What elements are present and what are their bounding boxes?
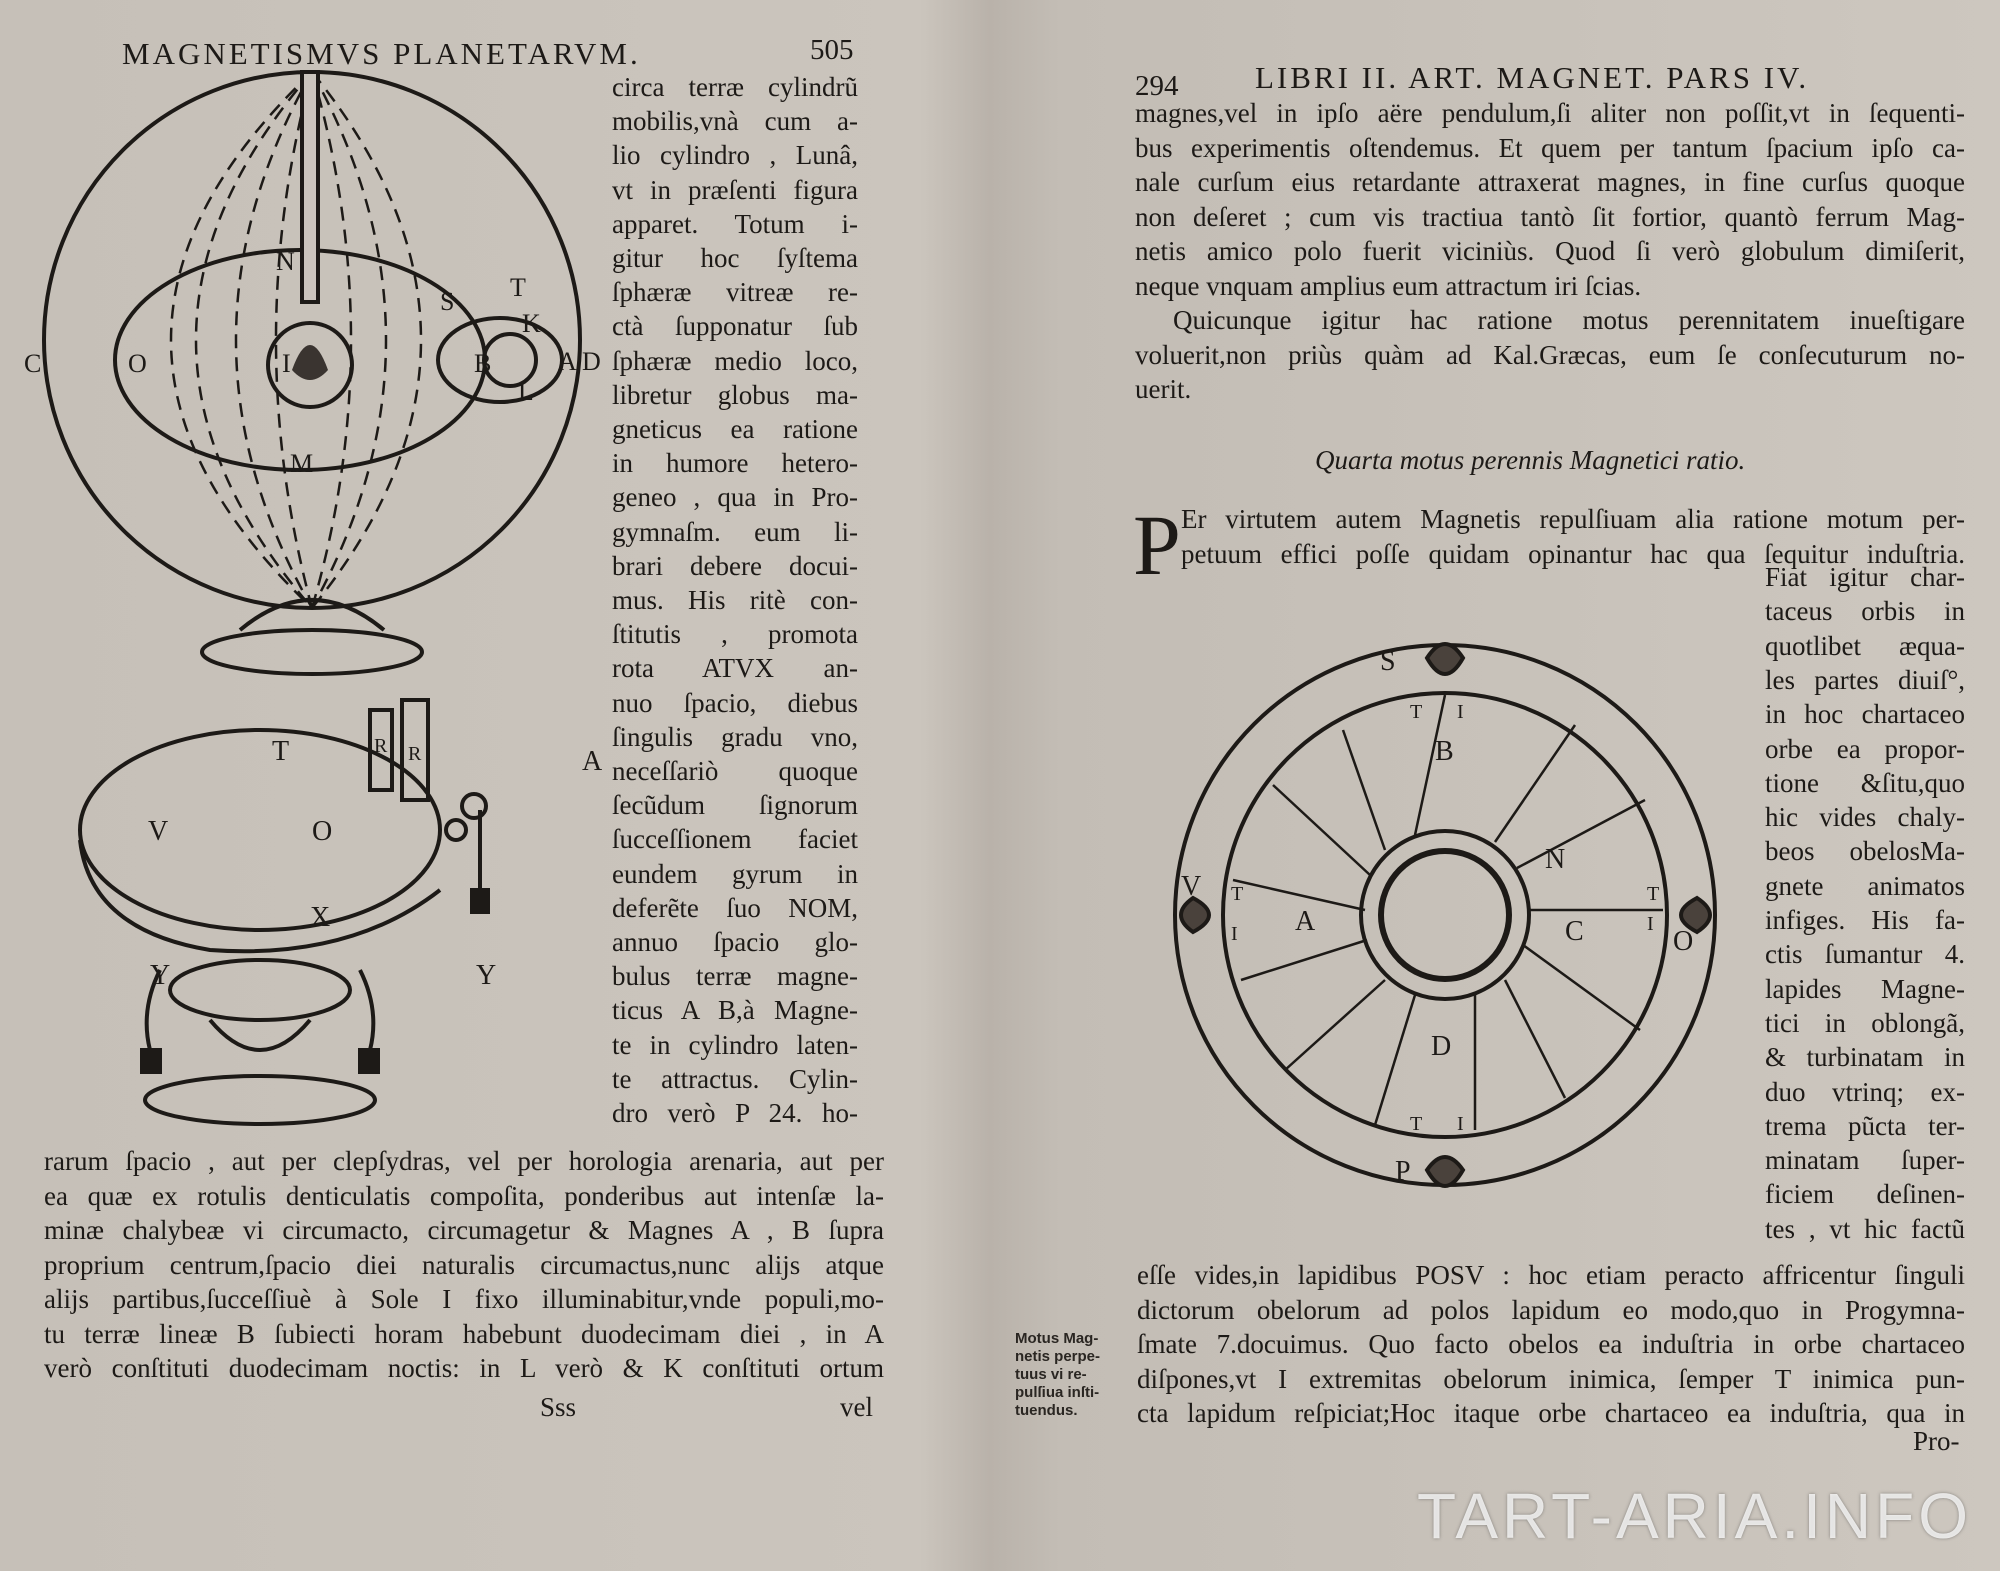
catchword-right: Pro- xyxy=(1913,1426,1960,1456)
label-A: A xyxy=(558,347,577,376)
text-line: taceus orbis in xyxy=(1765,596,1965,627)
text-line: voluerit,non priùs quàm ad Kal.Græcas, eum ſe conſecuturum no- xyxy=(1135,339,1965,370)
right-figure xyxy=(1145,610,1745,1210)
disc-label-C: C xyxy=(1565,916,1584,947)
earth-housing xyxy=(438,318,562,402)
text-line: dro verò P 24. ho- xyxy=(612,1098,858,1128)
text-line: minatam ſuper- xyxy=(1765,1145,1965,1176)
section-title: Quarta motus perennis Magnetici ratio. xyxy=(1315,445,1746,475)
text-line: ticus A B,à Magne- xyxy=(612,995,858,1026)
text-line: mobilis,vnà cum a- xyxy=(612,106,858,137)
text-line: in humore hetero- xyxy=(612,448,858,479)
margin-note-line: pulſiua inſti- xyxy=(1015,1384,1100,1401)
text-line: gymnaſm. eum li- xyxy=(612,516,858,547)
label-M: M xyxy=(290,449,314,478)
text-line: ficiem deſinen- xyxy=(1765,1179,1965,1210)
text-line: annuo ſpacio glo- xyxy=(612,927,858,957)
disc-label-N: N xyxy=(1545,844,1566,875)
text-line: beos obelosMa- xyxy=(1765,836,1965,867)
margin-note xyxy=(1015,1330,1100,1420)
text-line: hic vides chaly- xyxy=(1765,802,1965,833)
wheel-label-O: O xyxy=(312,816,333,847)
disc-label-S: S xyxy=(1380,646,1396,677)
text-line: circa terræ cylindrũ xyxy=(612,72,858,102)
label-K: K xyxy=(522,309,541,338)
tower-label-R2: R xyxy=(408,743,422,765)
suspension-rod xyxy=(302,72,318,302)
sphere-base xyxy=(202,630,422,674)
hub-outer xyxy=(1361,831,1529,999)
hub-inner xyxy=(1381,851,1509,979)
text-line: bulus terræ magne- xyxy=(612,961,858,992)
disc-label-P: P xyxy=(1395,1156,1411,1187)
annual-wheel xyxy=(80,730,440,930)
wheel-label-V: V xyxy=(148,816,169,847)
margin-note-line: tuendus. xyxy=(1015,1402,1078,1419)
text-line: ſtitutis , promota xyxy=(612,619,858,650)
text-line: te in cylindro laten- xyxy=(612,1029,858,1060)
wheel-base xyxy=(145,1076,375,1124)
wheel-label-T: T xyxy=(272,736,290,767)
text-line: verò conſtituti duodecimam noctis: in L verò & K conſtituti ortum xyxy=(44,1353,884,1383)
text-line: ſecũdum ſignorum xyxy=(612,790,858,821)
label-S: S xyxy=(440,287,455,316)
text-line: ſmate 7.docuimus. Quo facto obelos ea induſtria in orbe chartaceo xyxy=(1137,1329,1965,1359)
text-line: neceſſariò quoque xyxy=(612,756,858,786)
text-line: ſphæræ medio loco, xyxy=(612,345,858,376)
disc-label-O: O xyxy=(1673,926,1694,957)
text-line: rarum ſpacio , aut per clepſydras, vel per horologia arenaria, aut per xyxy=(44,1146,884,1176)
text-line: tici in oblongã, xyxy=(1765,1007,1965,1038)
glass-sphere-figure xyxy=(44,72,580,674)
disc-label-I-bottom: I xyxy=(1457,1113,1464,1135)
text-line: & turbinatam in xyxy=(1765,1042,1965,1073)
text-line: te attractus. Cylin- xyxy=(612,1063,858,1094)
text-line: Quicunque igitur hac ratione motus perennitatem inueſtigare xyxy=(1173,305,1965,335)
meridian-lines xyxy=(171,72,421,608)
label-L: L xyxy=(518,377,534,406)
text-line: cta lapidum reſpiciat;Hoc itaque orbe chartaceo ea induſtria, qua in xyxy=(1137,1398,1965,1428)
text-line: les partes diuiſ°, xyxy=(1765,664,1965,695)
disc-label-T-bottom: T xyxy=(1410,1113,1423,1135)
label-C: C xyxy=(24,349,42,378)
disc-label-V: V xyxy=(1181,871,1202,902)
running-head-left: MAGNETISMVS PLANETARVM. xyxy=(122,36,641,71)
disc-label-I-top: I xyxy=(1457,701,1464,723)
text-line: nuo ſpacio, diebus xyxy=(612,687,858,718)
text-line: ſucceſſionem faciet xyxy=(612,824,858,855)
text-line: trema pũcta ter- xyxy=(1765,1110,1965,1141)
text-line: magnes,vel in ipſo aëre pendulum,ſi aliter non poſſit,vt in ſequenti- xyxy=(1135,98,1965,128)
text-line: ea quæ ex rotulis denticulatis compoſita, ponderibus aut intenſæ la- xyxy=(44,1180,884,1211)
text-line: dictorum obelorum ad polos lapidum eo modo,quo in Progymna- xyxy=(1137,1294,1965,1325)
disc-label-T-right: T xyxy=(1647,883,1660,905)
text-line: nale curſum eius retardante attraxerat magnes, in fine curſus quoque xyxy=(1135,167,1965,197)
text-line: Fiat igitur char- xyxy=(1765,562,1965,592)
tower-label-R1: R xyxy=(374,735,388,757)
text-line: gneticus ea ratione xyxy=(612,414,858,444)
text-line: apparet. Totum i- xyxy=(612,208,858,239)
text-line: tione &ſitu,quo xyxy=(1765,767,1965,798)
text-line: alijs partibus,ſucceſſiuè à Sole I fixo illuminabitur,vnde populi,mo- xyxy=(44,1284,884,1314)
right-page xyxy=(985,0,2000,1571)
text-line: libretur globus ma- xyxy=(612,379,858,410)
text-line: minæ chalybeæ vi circumacto, circumagetur & Magnes A , B ſupra xyxy=(44,1215,884,1245)
margin-note-line: tuus vi re- xyxy=(1015,1366,1087,1383)
left-page xyxy=(0,0,985,1571)
page-number-left: 505 xyxy=(810,34,854,66)
text-line: infiges. His fa- xyxy=(1765,905,1965,935)
figure-labels-bottom xyxy=(148,735,603,991)
text-line: deferẽte ſuo NOM, xyxy=(612,892,858,923)
text-line: rota ATVX an- xyxy=(612,653,858,684)
wheel-label-Y-left: Y xyxy=(150,960,171,991)
text-line: non deſeret ; cum vis tractiua tantò ſit fortior, quantò ferrum Mag- xyxy=(1135,201,1965,232)
text-line: vt in præſenti figura xyxy=(612,174,858,205)
text-line: gnete animatos xyxy=(1765,870,1965,901)
text-line: duo vtrinq; ex- xyxy=(1765,1076,1965,1107)
text-line: mus. His ritè con- xyxy=(612,585,858,615)
margin-note-line: Motus Mag- xyxy=(1015,1330,1099,1347)
text-line: diſpones,vt I extremitas obelorum inimica, ſemper T inimica pun- xyxy=(1137,1363,1965,1394)
disc-label-I-left: I xyxy=(1231,923,1238,945)
disc-label-T-left: T xyxy=(1231,883,1244,905)
disc-label-T-top: T xyxy=(1410,701,1423,723)
text-line: gitur hoc ſyſtema xyxy=(612,243,858,273)
left-figure xyxy=(10,70,610,1130)
wheel-label-X: X xyxy=(310,902,331,933)
text-line: lio cylindro , Lunâ, xyxy=(612,140,858,171)
text-line: quotlibet æqua- xyxy=(1765,630,1965,661)
text-line: in hoc chartaceo xyxy=(1765,699,1965,730)
running-head-right: LIBRI II. ART. MAGNET. PARS IV. xyxy=(1255,60,1810,95)
label-I: I xyxy=(282,349,291,378)
text-line: ctà ſupponatur ſub xyxy=(612,311,858,342)
text-line: tes , vt hic factũ xyxy=(1765,1213,1965,1244)
text-line: uerit. xyxy=(1135,374,1192,404)
drop-cap: P xyxy=(1133,497,1181,593)
label-D: D xyxy=(582,347,601,376)
text-line: netis amico polo fuerit viciniùs. Quod ſi verò globulum dimiſerit, xyxy=(1135,236,1965,266)
text-line: petuum effici poſſe quidam opinantur hac qua ſequitur induſtria. xyxy=(1181,538,1965,569)
disc-label-B: B xyxy=(1435,736,1454,767)
margin-note-line: netis perpe- xyxy=(1015,1348,1101,1365)
text-line: Er virtutem autem Magnetis repulſiuam alia ratione motum per- xyxy=(1181,504,1965,534)
text-line: bus experimentis oſtendemus. Et quem per tantum ſpacium ipſo ca- xyxy=(1135,132,1965,163)
catchword-left: vel xyxy=(840,1392,873,1422)
wheel-label-Y-right: Y xyxy=(476,960,497,991)
page-number-right: 294 xyxy=(1135,70,1179,102)
text-line: eſſe vides,in lapidibus POSV : hoc etiam peracto affricentur ſinguli xyxy=(1137,1260,1965,1290)
outer-ring xyxy=(1175,645,1715,1185)
disc-label-A: A xyxy=(1295,906,1316,937)
text-line: ſphæræ vitreæ re- xyxy=(612,277,858,308)
wheel-label-A: A xyxy=(582,746,603,777)
text-line: eundem gyrum in xyxy=(612,858,858,889)
text-line: lapides Magne- xyxy=(1765,973,1965,1004)
text-line: brari debere docui- xyxy=(612,550,858,581)
text-line: orbe ea propor- xyxy=(1765,733,1965,764)
disc-label-D: D xyxy=(1431,1031,1452,1062)
text-line: tu terræ lineæ B ſubiecti horam habebunt duodecimam diei , in A xyxy=(44,1318,884,1349)
label-T: T xyxy=(510,273,526,302)
watermark: TART-ARIA.INFO xyxy=(1417,1480,1972,1552)
text-line: neque vnquam amplius eum attractum iri ſcias. xyxy=(1135,270,1642,301)
wheel-stand xyxy=(170,960,350,1020)
label-N: N xyxy=(276,247,295,276)
text-line: geneo , qua in Pro- xyxy=(612,482,858,513)
label-O: O xyxy=(128,349,147,378)
label-B: B xyxy=(474,349,492,378)
text-line: proprium centrum,ſpacio diei naturalis circumactus,nunc alijs atque xyxy=(44,1249,884,1280)
text-line: ſingulis gradu vno, xyxy=(612,721,858,752)
disc-label-I-right: I xyxy=(1647,913,1654,935)
signature-mark: Sss xyxy=(540,1392,577,1422)
text-line: ctis ſumantur 4. xyxy=(1765,939,1965,970)
